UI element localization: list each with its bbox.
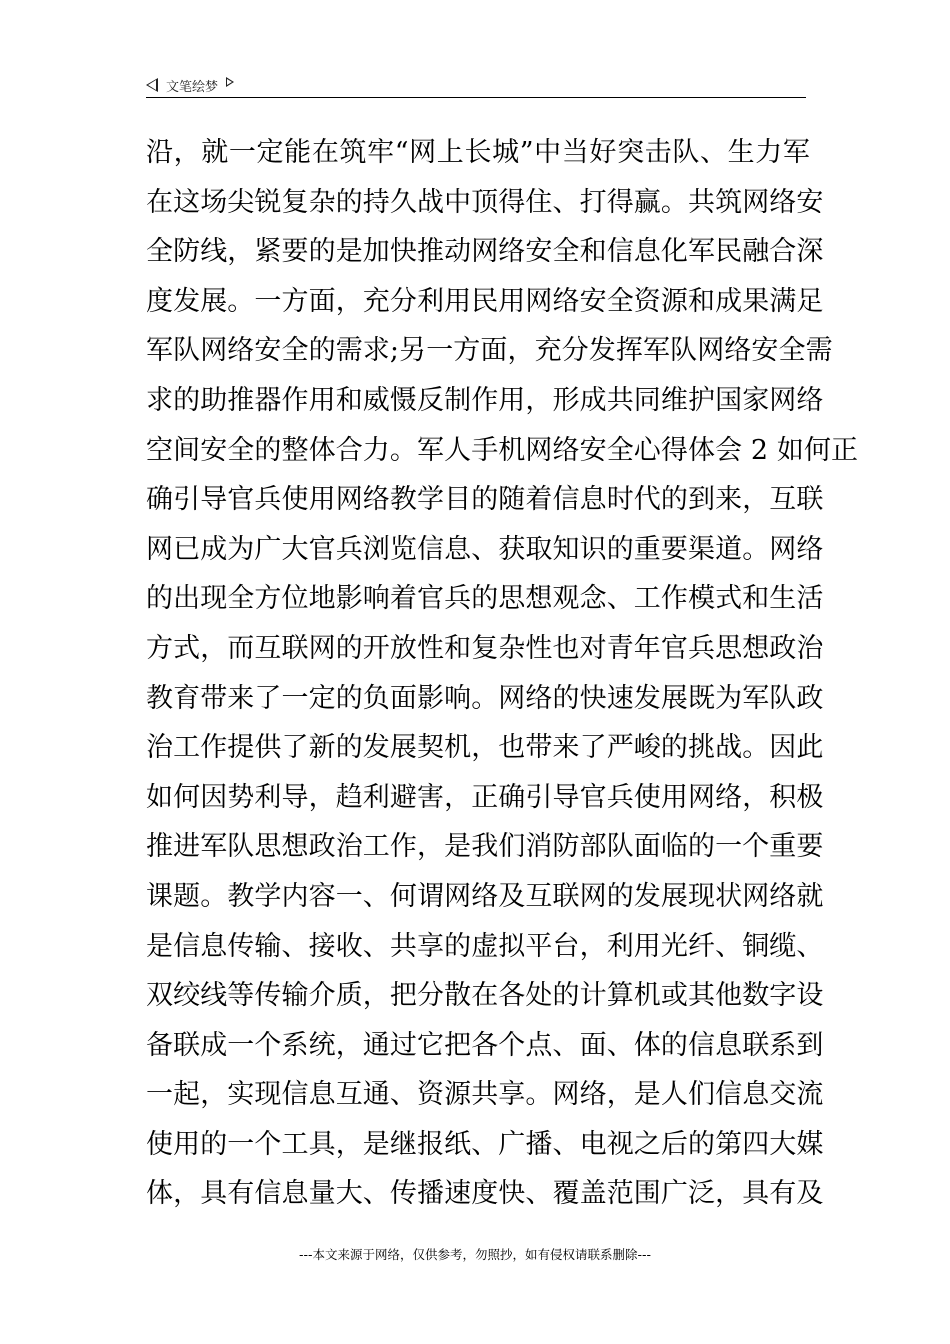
text-line: 确引导官兵使用网络教学目的随着信息时代的到来，互联 bbox=[146, 484, 824, 516]
text-line: 在这场尖锐复杂的持久战中顶得住、打得赢。共筑网络安 bbox=[146, 186, 824, 218]
left-triangle-icon bbox=[146, 78, 158, 92]
text-line: 网已成为广大官兵浏览信息、获取知识的重要渠道。网络 bbox=[146, 533, 824, 565]
text-line: 求的助推器作用和威慑反制作用，形成共同维护国家网络 bbox=[146, 384, 824, 416]
text-line: 空间安全的整体合力。军人手机网络安全心得体会 2 如何正 bbox=[146, 434, 859, 466]
page-header bbox=[146, 74, 806, 96]
text-line: 一起，实现信息互通、资源共享。网络，是人们信息交流 bbox=[146, 1079, 824, 1111]
text-line: 是信息传输、接收、共享的虚拟平台，利用光纤、铜缆、 bbox=[146, 930, 824, 962]
text-line: 度发展。一方面，充分利用民用网络安全资源和成果满足 bbox=[146, 285, 824, 317]
header-divider bbox=[146, 97, 806, 98]
text-line: 教育带来了一定的负面影响。网络的快速发展既为军队政 bbox=[146, 682, 824, 714]
text-line: 双绞线等传输介质，把分散在各处的计算机或其他数字设 bbox=[146, 980, 824, 1012]
text-line: 备联成一个系统，通过它把各个点、面、体的信息联系到 bbox=[146, 1029, 824, 1061]
right-triangle-icon bbox=[226, 77, 234, 87]
text-line: 方式，而互联网的开放性和复杂性也对青年官兵思想政治 bbox=[146, 632, 824, 664]
text-line: 使用的一个工具，是继报纸、广播、电视之后的第四大媒 bbox=[146, 1128, 824, 1160]
footer-disclaimer: ---本文来源于网络，仅供参考，勿照抄，如有侵权请联系删除--- bbox=[298, 1247, 652, 1262]
body-text bbox=[146, 128, 859, 1219]
text-line: 课题。教学内容一、何谓网络及互联网的发展现状网络就 bbox=[146, 880, 824, 912]
text-line: 全防线，紧要的是加快推动网络安全和信息化军民融合深 bbox=[146, 236, 824, 268]
text-line: 的出现全方位地影响着官兵的思想观念、工作模式和生活 bbox=[146, 583, 824, 615]
text-line: 体，具有信息量大、传播速度快、覆盖范围广泛，具有及 bbox=[146, 1178, 824, 1210]
text-line: 军队网络安全的需求;另一方面，充分发挥军队网络安全需 bbox=[146, 335, 833, 367]
text-line: 推进军队思想政治工作，是我们消防部队面临的一个重要 bbox=[146, 831, 824, 863]
text-line: 沿，就一定能在筑牢“网上长城”中当好突击队、生力军 bbox=[146, 137, 810, 168]
text-line: 如何因势利导，趋利避害，正确引导官兵使用网络，积极 bbox=[146, 781, 824, 813]
header-title: 文笔绘梦 bbox=[166, 79, 219, 95]
text-line: 治工作提供了新的发展契机，也带来了严峻的挑战。因此 bbox=[146, 732, 824, 764]
